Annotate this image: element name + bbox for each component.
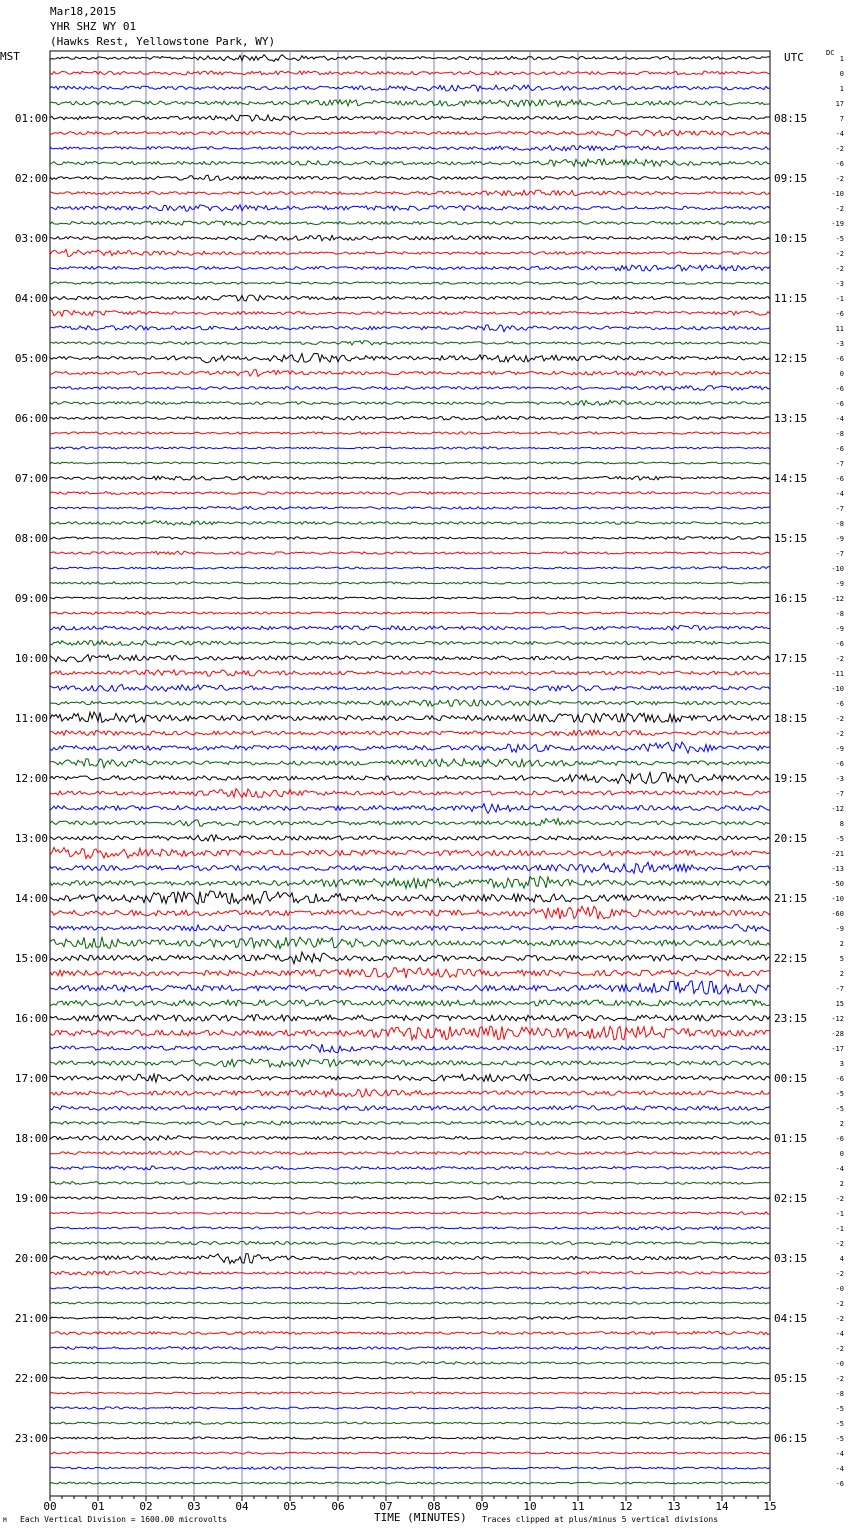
right-hour-label: 21:15 — [774, 892, 808, 905]
dc-offset-label: -6 — [835, 310, 844, 318]
dc-offset-label: -12 — [831, 805, 844, 813]
x-axis-title: TIME (MINUTES) — [374, 1511, 467, 1524]
dc-offset-label: -4 — [835, 1465, 844, 1473]
trace-row — [50, 400, 770, 405]
right-hour-label: 10:15 — [774, 232, 808, 245]
dc-offset-label: -1 — [835, 1210, 844, 1218]
trace-row — [50, 847, 770, 858]
dc-offset-label: -7 — [835, 460, 844, 468]
left-hour-label: 01:00 — [14, 112, 48, 125]
trace-row — [50, 325, 770, 332]
trace-row — [50, 772, 770, 783]
dc-offset-label: -1 — [835, 295, 844, 303]
trace-row — [50, 1015, 770, 1021]
trace-row — [50, 612, 770, 615]
dc-offset-label: -9 — [835, 535, 844, 543]
dc-offset-label: -6 — [835, 400, 844, 408]
dc-offset-label: -4 — [835, 490, 844, 498]
trace-row — [50, 1317, 770, 1320]
dc-offset-label: -2 — [835, 730, 844, 738]
trace-row — [50, 1044, 770, 1053]
dc-offset-label: -9 — [835, 745, 844, 753]
trace-row — [50, 1089, 770, 1097]
dc-offset-label: -2 — [835, 205, 844, 213]
left-hour-label: 20:00 — [14, 1252, 48, 1265]
trace-row — [50, 625, 770, 630]
x-tick-label: 05 — [283, 1500, 297, 1513]
trace-row — [50, 655, 770, 662]
right-hour-label: 23:15 — [774, 1012, 808, 1025]
trace-row — [50, 295, 770, 301]
dc-offset-label: -6 — [835, 1135, 844, 1143]
dc-offset-label: 8 — [839, 820, 844, 828]
trace-row — [50, 341, 770, 345]
left-hour-label: 05:00 — [14, 352, 48, 365]
trace-row — [50, 1106, 770, 1111]
trace-row — [50, 1121, 770, 1125]
dc-offset-label: -4 — [835, 1450, 844, 1458]
trace-row — [50, 1362, 770, 1365]
dc-offset-label: 1 — [839, 55, 844, 63]
dc-offset-label: -6 — [835, 760, 844, 768]
trace-row — [50, 249, 770, 256]
x-tick-label: 12 — [619, 1500, 633, 1513]
dc-offset-label: 0 — [839, 70, 844, 78]
dc-offset-label: 2 — [839, 1120, 844, 1128]
trace-row — [50, 537, 770, 540]
x-tick-label: 11 — [571, 1500, 585, 1513]
dc-offset-label: -9 — [835, 925, 844, 933]
right-hour-label: 03:15 — [774, 1252, 808, 1265]
trace-row — [50, 906, 770, 919]
trace-row — [50, 712, 770, 722]
dc-offset-label: -6 — [835, 1480, 844, 1488]
dc-offset-label: -2 — [835, 1195, 844, 1203]
dc-offset-label: -4 — [835, 1165, 844, 1173]
dc-offset-label: -2 — [835, 715, 844, 723]
dc-offset-label: -5 — [835, 1435, 844, 1443]
dc-header-label: DC — [826, 49, 835, 57]
dc-offset-label: -3 — [835, 280, 844, 288]
left-hour-label: 03:00 — [14, 232, 48, 245]
right-hour-label: 00:15 — [774, 1072, 808, 1085]
dc-offset-label: -8 — [835, 610, 844, 618]
trace-row — [50, 968, 770, 978]
right-hour-label: 14:15 — [774, 472, 808, 485]
trace-row — [50, 640, 770, 645]
x-tick-label: 10 — [523, 1500, 537, 1513]
trace-row — [50, 670, 770, 676]
left-hour-label: 22:00 — [14, 1372, 48, 1385]
dc-offset-label: -7 — [835, 790, 844, 798]
trace-row — [50, 1287, 770, 1289]
right-hour-label: 06:15 — [774, 1432, 808, 1445]
dc-offset-label: -2 — [835, 145, 844, 153]
dc-offset-label: -4 — [835, 130, 844, 138]
trace-row — [50, 700, 770, 707]
trace-row — [50, 862, 770, 873]
right-hour-label: 02:15 — [774, 1192, 808, 1205]
trace-row — [50, 1026, 770, 1040]
dc-offset-label: -2 — [835, 250, 844, 258]
dc-offset-label: 7 — [839, 115, 844, 123]
dc-offset-label: -8 — [835, 1390, 844, 1398]
trace-row — [50, 1241, 770, 1244]
clip-note: Traces clipped at plus/minus 5 vertical divisions — [482, 1515, 719, 1524]
dc-offset-label: -5 — [835, 1405, 844, 1413]
dc-offset-label: 0 — [839, 1150, 844, 1158]
left-hour-label: 19:00 — [14, 1192, 48, 1205]
trace-row — [50, 159, 770, 166]
right-hour-label: 09:15 — [774, 172, 808, 185]
left-hour-label: 09:00 — [14, 592, 48, 605]
left-hour-label: 21:00 — [14, 1312, 48, 1325]
dc-offset-label: 15 — [835, 1000, 844, 1008]
trace-row — [50, 937, 770, 949]
dc-offset-label: 0 — [839, 370, 844, 378]
trace-row — [50, 386, 770, 391]
right-hour-label: 16:15 — [774, 592, 808, 605]
dc-offset-label: -2 — [835, 1270, 844, 1278]
left-hour-label: 11:00 — [14, 712, 48, 725]
left-hour-label: 06:00 — [14, 412, 48, 425]
dc-offset-label: -2 — [835, 1300, 844, 1308]
right-hour-label: 18:15 — [774, 712, 808, 725]
trace-row — [50, 1437, 770, 1439]
dc-offset-label: -8 — [835, 430, 844, 438]
trace-row — [50, 1407, 770, 1409]
x-tick-label: 00 — [43, 1500, 57, 1513]
right-timezone-label: UTC — [784, 51, 804, 64]
x-tick-label: 15 — [763, 1500, 777, 1513]
trace-row — [50, 1000, 770, 1006]
x-tick-label: 08 — [427, 1500, 441, 1513]
dc-offset-label: -10 — [831, 685, 844, 693]
dc-offset-label: -21 — [831, 850, 844, 858]
x-tick-label: 14 — [715, 1500, 729, 1513]
dc-offset-label: 2 — [839, 1180, 844, 1188]
right-hour-label: 11:15 — [774, 292, 808, 305]
dc-offset-label: 1 — [839, 85, 844, 93]
dc-offset-label: 2 — [839, 970, 844, 978]
dc-offset-label: -50 — [831, 880, 844, 888]
dc-offset-label: -9 — [835, 580, 844, 588]
trace-row — [50, 819, 770, 827]
trace-row — [50, 310, 770, 316]
trace-row — [50, 1452, 770, 1454]
dc-offset-label: -2 — [835, 1375, 844, 1383]
x-tick-label: 09 — [475, 1500, 489, 1513]
trace-row — [50, 551, 770, 554]
left-hour-label: 23:00 — [14, 1432, 48, 1445]
trace-row — [50, 130, 770, 136]
dc-offset-label: -2 — [835, 1345, 844, 1353]
left-hour-label: 07:00 — [14, 472, 48, 485]
trace-row — [50, 370, 770, 377]
trace-row — [50, 190, 770, 195]
trace-row — [50, 506, 770, 509]
trace-row — [50, 1254, 770, 1264]
dc-offset-label: -3 — [835, 340, 844, 348]
trace-row — [50, 235, 770, 240]
dc-offset-label: -11 — [831, 670, 844, 678]
trace-row — [50, 759, 770, 768]
dc-offset-label: -6 — [835, 445, 844, 453]
dc-offset-label: -9 — [835, 625, 844, 633]
dc-offset-label: -2 — [835, 655, 844, 663]
trace-row — [50, 521, 770, 525]
dc-offset-label: -2 — [835, 1240, 844, 1248]
trace-row — [50, 789, 770, 798]
trace-row — [50, 282, 770, 285]
dc-offset-label: -6 — [835, 640, 844, 648]
x-tick-label: 13 — [667, 1500, 681, 1513]
x-tick-label: 04 — [235, 1500, 249, 1513]
trace-row — [50, 1166, 770, 1170]
trace-row — [50, 265, 770, 271]
left-hour-label: 17:00 — [14, 1072, 48, 1085]
corner-mark: M — [3, 1517, 7, 1524]
trace-row — [50, 730, 770, 736]
trace-row — [50, 742, 770, 753]
dc-offset-label: -60 — [831, 910, 844, 918]
dc-offset-label: -5 — [835, 1090, 844, 1098]
dc-offset-label: -17 — [831, 1045, 844, 1053]
x-tick-label: 03 — [187, 1500, 201, 1513]
trace-row — [50, 1059, 770, 1068]
trace-row — [50, 55, 770, 62]
trace-row — [50, 1302, 770, 1305]
dc-offset-label: -0 — [835, 1285, 844, 1293]
trace-row — [50, 891, 770, 904]
right-hour-label: 05:15 — [774, 1372, 808, 1385]
dc-offset-label: -5 — [835, 1105, 844, 1113]
x-tick-label: 01 — [91, 1500, 105, 1513]
dc-offset-label: -7 — [835, 550, 844, 558]
dc-offset-label: -6 — [835, 160, 844, 168]
dc-offset-label: -5 — [835, 1420, 844, 1428]
header-location: (Hawks Rest, Yellowstone Park, WY) — [50, 35, 276, 48]
left-hour-label: 16:00 — [14, 1012, 48, 1025]
dc-offset-label: -1 — [835, 1225, 844, 1233]
left-hour-label: 04:00 — [14, 292, 48, 305]
left-hour-label: 15:00 — [14, 952, 48, 965]
x-tick-label: 02 — [139, 1500, 153, 1513]
trace-row — [50, 1196, 770, 1199]
dc-offset-label: -6 — [835, 355, 844, 363]
dc-offset-label: -5 — [835, 835, 844, 843]
dc-offset-label: -8 — [835, 520, 844, 528]
dc-offset-label: 3 — [839, 1060, 844, 1068]
trace-row — [50, 804, 770, 814]
trace-row — [50, 1467, 770, 1470]
x-tick-label: 06 — [331, 1500, 345, 1513]
trace-row — [50, 416, 770, 420]
trace-row — [50, 1212, 770, 1215]
dc-offset-label: -2 — [835, 265, 844, 273]
left-hour-label: 18:00 — [14, 1132, 48, 1145]
trace-row — [50, 1377, 770, 1379]
right-hour-label: 20:15 — [774, 832, 808, 845]
left-hour-label: 12:00 — [14, 772, 48, 785]
trace-row — [50, 1226, 770, 1229]
trace-row — [50, 175, 770, 180]
right-hour-label: 12:15 — [774, 352, 808, 365]
trace-row — [50, 684, 770, 691]
x-tick-label: 07 — [379, 1500, 393, 1513]
trace-row — [50, 71, 770, 75]
trace-row — [50, 1482, 770, 1484]
trace-row — [50, 145, 770, 150]
left-hour-label: 08:00 — [14, 532, 48, 545]
right-hour-label: 04:15 — [774, 1312, 808, 1325]
trace-row — [50, 1151, 770, 1154]
trace-row — [50, 952, 770, 964]
trace-row — [50, 432, 770, 435]
trace-row — [50, 1182, 770, 1185]
dc-offset-label: -7 — [835, 505, 844, 513]
trace-row — [50, 476, 770, 480]
trace-row — [50, 981, 770, 994]
left-hour-label: 13:00 — [14, 832, 48, 845]
trace-row — [50, 1331, 770, 1334]
dc-offset-label: -4 — [835, 1330, 844, 1338]
trace-row — [50, 1074, 770, 1082]
dc-offset-label: -13 — [831, 865, 844, 873]
dc-offset-label: 4 — [839, 1255, 844, 1263]
dc-offset-label: -19 — [831, 220, 844, 228]
scale-note: Each Vertical Division = 1600.00 microvolts — [20, 1515, 228, 1524]
dc-offset-label: -6 — [835, 475, 844, 483]
trace-row — [50, 354, 770, 363]
trace-row — [50, 1136, 770, 1141]
dc-offset-label: -0 — [835, 1360, 844, 1368]
right-hour-label: 15:15 — [774, 532, 808, 545]
left-hour-label: 10:00 — [14, 652, 48, 665]
header-station: YHR SHZ WY 01 — [50, 20, 137, 33]
dc-offset-label: -5 — [835, 235, 844, 243]
trace-row — [50, 1392, 770, 1394]
dc-offset-label: -6 — [835, 385, 844, 393]
left-hour-label: 14:00 — [14, 892, 48, 905]
dc-offset-label: -10 — [831, 190, 844, 198]
dc-offset-label: -6 — [835, 1075, 844, 1083]
trace-row — [50, 582, 770, 585]
dc-offset-label: 17 — [835, 100, 844, 108]
trace-row — [50, 1271, 770, 1275]
dc-offset-label: -7 — [835, 985, 844, 993]
right-hour-label: 08:15 — [774, 112, 808, 125]
left-timezone-label: MST — [0, 50, 20, 63]
right-hour-label: 19:15 — [774, 772, 808, 785]
trace-row — [50, 597, 770, 600]
dc-offset-label: -2 — [835, 175, 844, 183]
trace-row — [50, 491, 770, 494]
dc-offset-label: -28 — [831, 1030, 844, 1038]
dc-offset-label: 5 — [839, 955, 844, 963]
right-hour-label: 13:15 — [774, 412, 808, 425]
dc-offset-label: -3 — [835, 775, 844, 783]
dc-offset-label: -10 — [831, 895, 844, 903]
trace-row — [50, 462, 770, 464]
dc-offset-label: -10 — [831, 565, 844, 573]
header-date: Mar18,2015 — [50, 5, 117, 18]
trace-row — [50, 221, 770, 225]
dc-offset-label: 2 — [839, 940, 844, 948]
trace-row — [50, 567, 770, 569]
dc-offset-label: -12 — [831, 1015, 844, 1023]
trace-row — [50, 115, 770, 121]
dc-offset-label: -2 — [835, 1315, 844, 1323]
right-hour-label: 01:15 — [774, 1132, 808, 1145]
trace-row — [50, 100, 770, 107]
right-hour-label: 22:15 — [774, 952, 808, 965]
dc-offset-label: 11 — [835, 325, 844, 333]
dc-offset-label: -12 — [831, 595, 844, 603]
dc-offset-label: -4 — [835, 415, 844, 423]
trace-row — [50, 205, 770, 211]
trace-row — [50, 1422, 770, 1425]
trace-row — [50, 85, 770, 91]
dc-offset-label: -6 — [835, 700, 844, 708]
trace-row — [50, 447, 770, 450]
left-hour-label: 02:00 — [14, 172, 48, 185]
trace-row — [50, 835, 770, 841]
trace-row — [50, 876, 770, 888]
trace-row — [50, 1347, 770, 1350]
right-hour-label: 17:15 — [774, 652, 808, 665]
trace-row — [50, 925, 770, 932]
